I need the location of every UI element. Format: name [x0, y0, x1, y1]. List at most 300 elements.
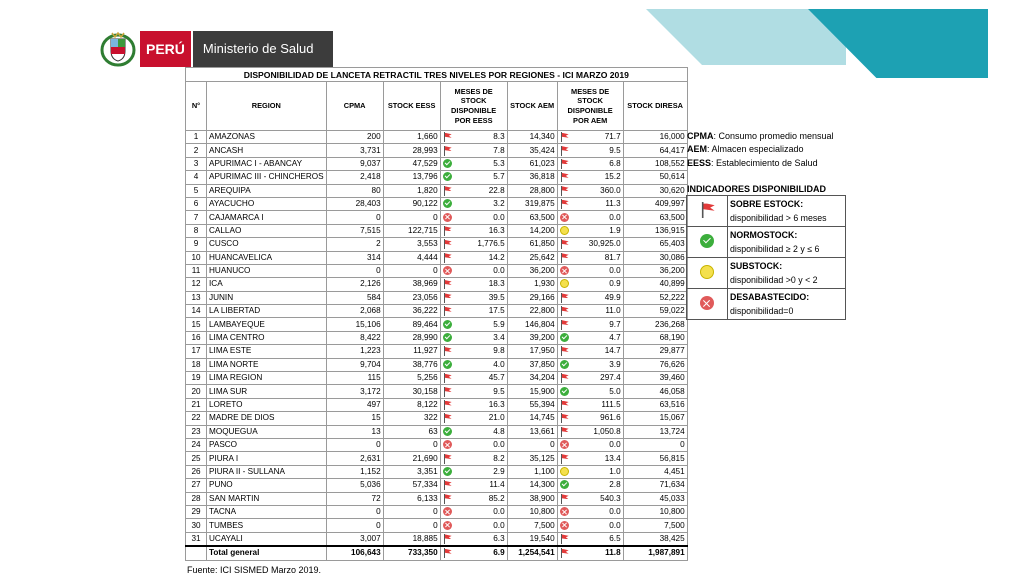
- check-circle-icon: [443, 172, 452, 181]
- months-aem-cell: [557, 318, 623, 331]
- months-aem-cell: [557, 546, 623, 560]
- months-eess-value: 21.0: [488, 413, 505, 423]
- region-name: AYACUCHO: [207, 197, 327, 210]
- months-aem-value: 1.9: [609, 225, 621, 235]
- row-number: 12: [186, 278, 207, 291]
- stock-eess-value: 28,990: [383, 331, 440, 344]
- months-aem-cell: [557, 398, 623, 411]
- months-eess-value: 0.0: [493, 440, 505, 450]
- months-eess-cell: [440, 291, 507, 304]
- ministry-label: Ministerio de Salud: [193, 31, 333, 67]
- stock-diresa-value: 46,058: [623, 385, 687, 398]
- yellow-circle-icon: [560, 467, 569, 476]
- legend-definitions: [687, 130, 834, 196]
- indicator-row: [687, 258, 846, 289]
- months-aem-value: 297.4: [600, 373, 621, 383]
- flag-icon: [443, 186, 452, 196]
- cpma-value: 0: [326, 264, 383, 277]
- stock-eess-value: 3,553: [383, 238, 440, 251]
- months-eess-value: 2.9: [493, 466, 505, 476]
- months-aem-value: 13.4: [604, 453, 621, 463]
- stock-aem-value: 13,661: [507, 425, 557, 438]
- months-aem-value: 540.3: [600, 493, 621, 503]
- cpma-value: 2,068: [326, 305, 383, 318]
- stock-aem-value: 63,500: [507, 211, 557, 224]
- cpma-value: 0: [326, 211, 383, 224]
- months-eess-cell: [440, 425, 507, 438]
- stock-eess-value: 90,122: [383, 197, 440, 210]
- flag-icon: [560, 132, 569, 142]
- header-decoration-light: [646, 9, 846, 65]
- region-name: LAMBAYEQUE: [207, 318, 327, 331]
- cpma-value: 15,106: [326, 318, 383, 331]
- x-circle-icon: [443, 521, 452, 530]
- flag-icon: [560, 427, 569, 437]
- months-eess-value: 17.5: [488, 306, 505, 316]
- months-aem-value: 49.9: [604, 292, 621, 302]
- check-circle-icon: [443, 333, 452, 342]
- cpma-value: 28,403: [326, 197, 383, 210]
- x-circle-icon: [560, 213, 569, 222]
- flag-icon: [700, 202, 714, 218]
- check-circle-icon: [443, 199, 452, 208]
- stock-eess-value: 0: [383, 264, 440, 277]
- check-circle-icon: [560, 387, 569, 396]
- months-eess-value: 5.9: [493, 319, 505, 329]
- region-name: PUNO: [207, 479, 327, 492]
- stock-aem-value: 319,875: [507, 197, 557, 210]
- months-aem-cell: [557, 479, 623, 492]
- stock-diresa-value: 63,516: [623, 398, 687, 411]
- row-number: 23: [186, 425, 207, 438]
- row-number: 28: [186, 492, 207, 505]
- table-row: [186, 197, 688, 210]
- row-number: 9: [186, 238, 207, 251]
- stock-eess-value: 0: [383, 438, 440, 451]
- stock-aem-value: 39,200: [507, 331, 557, 344]
- months-eess-value: 6.9: [493, 548, 505, 558]
- months-aem-value: 11.3: [605, 199, 621, 209]
- region-name: PIURA II - SULLANA: [207, 465, 327, 478]
- months-aem-cell: [557, 157, 623, 170]
- months-aem-cell: [557, 385, 623, 398]
- stock-diresa-value: 236,268: [623, 318, 687, 331]
- flag-icon: [560, 239, 569, 249]
- legend-def-eess: EESS: Establecimiento de Salud: [687, 157, 818, 168]
- indicator-label: DESABASTECIDO:: [730, 292, 810, 302]
- x-circle-icon: [560, 266, 569, 275]
- months-eess-value: 3.4: [493, 333, 505, 343]
- indicators-title: INDICADORES DISPONIBILIDAD: [687, 184, 827, 195]
- months-aem-value: 2.8: [609, 480, 621, 490]
- table-row: [186, 465, 688, 478]
- stock-eess-value: 1,820: [383, 184, 440, 197]
- indicator-description: disponibilidad >0 y < 2: [730, 275, 818, 285]
- stock-eess-value: 3,351: [383, 465, 440, 478]
- stock-eess-value: 0: [383, 519, 440, 532]
- stock-aem-value: 35,125: [507, 452, 557, 465]
- months-eess-value: 4.0: [493, 359, 505, 369]
- region-name: CUSCO: [207, 238, 327, 251]
- ministry-logo: [100, 30, 333, 68]
- indicator-text: [728, 196, 846, 227]
- table-row: [186, 264, 688, 277]
- flag-icon: [443, 346, 452, 356]
- x-circle-icon: [560, 440, 569, 449]
- stock-aem-value: 38,900: [507, 492, 557, 505]
- months-aem-cell: [557, 452, 623, 465]
- column-header: MESES DE STOCK DISPONIBLE POR AEM: [557, 82, 623, 131]
- months-eess-cell: [440, 211, 507, 224]
- table-row: [186, 184, 688, 197]
- check-circle-icon: [560, 480, 569, 489]
- stock-diresa-value: 10,800: [623, 505, 687, 518]
- indicator-row: [687, 196, 846, 227]
- stock-eess-value: 38,776: [383, 358, 440, 371]
- months-eess-value: 16.3: [488, 400, 505, 409]
- cpma-value: 1,223: [326, 345, 383, 358]
- stock-aem-value: 1,100: [507, 465, 557, 478]
- row-number: 26: [186, 465, 207, 478]
- months-eess-value: 1,776.5: [477, 239, 505, 249]
- months-aem-cell: [557, 238, 623, 251]
- column-header: N°: [186, 82, 207, 131]
- table-row: [186, 532, 688, 546]
- table-title: DISPONIBILIDAD DE LANCETA RETRACTIL TRES NIVELES POR REGIONES - ICI MARZO 2019: [186, 68, 688, 82]
- column-header: MESES DE STOCK DISPONIBLE POR EESS: [440, 82, 507, 131]
- row-number: 20: [186, 385, 207, 398]
- flag-icon: [443, 226, 452, 236]
- table-row: [186, 278, 688, 291]
- months-eess-value: 6.3: [493, 533, 505, 543]
- table-row: [186, 157, 688, 170]
- months-aem-cell: [557, 505, 623, 518]
- table-row: [186, 479, 688, 492]
- stock-eess-value: 89,464: [383, 318, 440, 331]
- months-eess-value: 39.5: [488, 292, 505, 302]
- months-aem-cell: [557, 171, 623, 184]
- months-eess-value: 85.2: [488, 493, 505, 503]
- flag-icon: [560, 346, 569, 356]
- flag-icon: [560, 159, 569, 169]
- stock-aem-value: 36,200: [507, 264, 557, 277]
- months-aem-cell: [557, 465, 623, 478]
- row-number: 14: [186, 305, 207, 318]
- months-eess-cell: [440, 546, 507, 560]
- legend-def-cpma: CPMA: Consumo promedio mensual: [687, 131, 834, 141]
- months-eess-value: 9.5: [493, 386, 505, 396]
- months-eess-value: 0.0: [493, 520, 505, 530]
- stock-eess-value: 322: [383, 412, 440, 425]
- months-aem-cell: [557, 251, 623, 264]
- flag-icon: [443, 306, 452, 316]
- months-eess-cell: [440, 197, 507, 210]
- months-eess-value: 8.3: [493, 132, 505, 142]
- row-number: 11: [186, 264, 207, 277]
- months-eess-cell: [440, 144, 507, 157]
- stock-eess-value: 8,122: [383, 398, 440, 411]
- stock-diresa-value: 7,500: [623, 519, 687, 532]
- row-number: 1: [186, 131, 207, 144]
- stock-eess-value: 47,529: [383, 157, 440, 170]
- stock-diresa-value: 50,614: [623, 171, 687, 184]
- region-name: CALLAO: [207, 224, 327, 237]
- yellow-circle-icon: [560, 226, 569, 235]
- availability-table: [185, 67, 688, 561]
- cpma-value: 2,631: [326, 452, 383, 465]
- indicator-row: [687, 289, 846, 320]
- months-aem-value: 0.0: [609, 520, 621, 530]
- region-name: SAN MARTIN: [207, 492, 327, 505]
- indicator-text: [728, 258, 846, 289]
- check-circle-icon: [443, 467, 452, 476]
- flag-icon: [443, 548, 452, 558]
- flag-icon: [560, 400, 569, 410]
- table-row: [186, 171, 688, 184]
- stock-aem-value: 1,254,541: [507, 546, 557, 560]
- months-aem-value: 111.5: [601, 400, 621, 409]
- cpma-value: 8,422: [326, 331, 383, 344]
- table-row: [186, 519, 688, 532]
- months-aem-value: 6.8: [609, 158, 621, 168]
- region-name: TACNA: [207, 505, 327, 518]
- months-eess-cell: [440, 438, 507, 451]
- months-aem-cell: [557, 372, 623, 385]
- x-circle-icon: [443, 213, 452, 222]
- months-eess-value: 14.2: [488, 252, 505, 262]
- flag-icon: [560, 534, 569, 544]
- table-row: [186, 425, 688, 438]
- indicator-label: SUBSTOCK:: [730, 261, 783, 271]
- stock-aem-value: 35,424: [507, 144, 557, 157]
- stock-diresa-value: 68,190: [623, 331, 687, 344]
- stock-aem-value: 37,850: [507, 358, 557, 371]
- stock-eess-value: 11,927: [383, 345, 440, 358]
- stock-diresa-value: 4,451: [623, 465, 687, 478]
- months-eess-cell: [440, 345, 507, 358]
- stock-diresa-value: 59,022: [623, 305, 687, 318]
- months-aem-value: 9.7: [609, 319, 621, 329]
- row-number: 30: [186, 519, 207, 532]
- cpma-value: 0: [326, 505, 383, 518]
- table-row: [186, 358, 688, 371]
- cpma-value: 584: [326, 291, 383, 304]
- row-number: 8: [186, 224, 207, 237]
- cpma-value: 15: [326, 412, 383, 425]
- table-row: [186, 144, 688, 157]
- column-header: STOCK EESS: [383, 82, 440, 131]
- flag-icon: [560, 172, 569, 182]
- months-aem-value: 360.0: [600, 185, 621, 195]
- months-aem-cell: [557, 291, 623, 304]
- table-row: [186, 438, 688, 451]
- months-aem-value: 1.0: [609, 466, 621, 476]
- months-eess-cell: [440, 519, 507, 532]
- cpma-value: 9,704: [326, 358, 383, 371]
- flag-icon: [443, 387, 452, 397]
- region-name: LIMA REGION: [207, 372, 327, 385]
- x-circle-icon: [700, 296, 714, 310]
- cpma-value: 13: [326, 425, 383, 438]
- region-name: JUNIN: [207, 291, 327, 304]
- months-aem-value: 14.7: [604, 346, 621, 356]
- stock-diresa-value: 0: [623, 438, 687, 451]
- row-number: 27: [186, 479, 207, 492]
- check-circle-icon: [443, 159, 452, 168]
- check-circle-icon: [443, 427, 452, 436]
- months-eess-cell: [440, 465, 507, 478]
- months-eess-cell: [440, 532, 507, 546]
- flag-icon: [443, 413, 452, 423]
- row-number: 17: [186, 345, 207, 358]
- months-aem-value: 5.0: [609, 386, 621, 396]
- months-eess-value: 0.0: [493, 212, 505, 222]
- x-circle-icon: [443, 266, 452, 275]
- months-aem-cell: [557, 184, 623, 197]
- flag-icon: [560, 548, 569, 558]
- stock-aem-value: 36,818: [507, 171, 557, 184]
- months-aem-cell: [557, 305, 623, 318]
- table-row: [186, 412, 688, 425]
- months-eess-value: 5.3: [493, 158, 505, 168]
- stock-diresa-value: 76,626: [623, 358, 687, 371]
- months-aem-value: 30,925.0: [588, 239, 621, 249]
- months-aem-cell: [557, 412, 623, 425]
- months-aem-value: 11.0: [605, 306, 621, 316]
- table-row: [186, 331, 688, 344]
- stock-diresa-value: 136,915: [623, 224, 687, 237]
- flag-icon: [560, 373, 569, 383]
- stock-aem-value: 34,204: [507, 372, 557, 385]
- stock-diresa-value: 30,620: [623, 184, 687, 197]
- stock-aem-value: 14,340: [507, 131, 557, 144]
- months-aem-value: 0.0: [609, 266, 621, 276]
- table-row: [186, 385, 688, 398]
- months-eess-cell: [440, 331, 507, 344]
- table-row: [186, 372, 688, 385]
- months-aem-value: 9.5: [609, 145, 621, 155]
- cpma-value: 0: [326, 519, 383, 532]
- country-label: PERÚ: [140, 31, 193, 67]
- indicator-text: [728, 289, 846, 320]
- flag-icon: [443, 400, 452, 410]
- flag-icon: [560, 253, 569, 263]
- table-row: [186, 131, 688, 144]
- cpma-value: 3,731: [326, 144, 383, 157]
- stock-diresa-value: 108,552: [623, 157, 687, 170]
- row-number: 21: [186, 398, 207, 411]
- stock-eess-value: 13,796: [383, 171, 440, 184]
- stock-eess-value: 0: [383, 211, 440, 224]
- table-row: [186, 345, 688, 358]
- stock-eess-value: 21,690: [383, 452, 440, 465]
- total-row: [186, 546, 688, 560]
- flag-icon: [560, 320, 569, 330]
- stock-eess-value: 5,256: [383, 372, 440, 385]
- months-eess-value: 18.3: [488, 279, 505, 289]
- stock-diresa-value: 29,877: [623, 345, 687, 358]
- stock-aem-value: 0: [507, 438, 557, 451]
- months-aem-cell: [557, 197, 623, 210]
- region-name: LIMA CENTRO: [207, 331, 327, 344]
- stock-eess-value: 1,660: [383, 131, 440, 144]
- region-name: PASCO: [207, 438, 327, 451]
- check-circle-icon: [560, 360, 569, 369]
- months-eess-cell: [440, 157, 507, 170]
- stock-diresa-value: 38,425: [623, 532, 687, 546]
- months-aem-cell: [557, 224, 623, 237]
- cpma-value: 2,126: [326, 278, 383, 291]
- region-name: ANCASH: [207, 144, 327, 157]
- cpma-value: 115: [326, 372, 383, 385]
- cpma-value: 0: [326, 438, 383, 451]
- indicator-icon-cell: [687, 227, 728, 258]
- stock-eess-value: 4,444: [383, 251, 440, 264]
- cpma-value: 72: [326, 492, 383, 505]
- row-number: 10: [186, 251, 207, 264]
- months-eess-cell: [440, 358, 507, 371]
- column-header: CPMA: [326, 82, 383, 131]
- months-eess-value: 16.3: [488, 225, 505, 235]
- stock-diresa-value: 36,200: [623, 264, 687, 277]
- region-name: MADRE DE DIOS: [207, 412, 327, 425]
- flag-icon: [443, 132, 452, 142]
- months-aem-value: 0.9: [609, 279, 621, 289]
- months-aem-cell: [557, 358, 623, 371]
- stock-diresa-value: 52,222: [623, 291, 687, 304]
- stock-aem-value: 19,540: [507, 532, 557, 546]
- months-eess-value: 0.0: [493, 266, 505, 276]
- stock-aem-value: 61,023: [507, 157, 557, 170]
- months-aem-cell: [557, 345, 623, 358]
- stock-aem-value: 7,500: [507, 519, 557, 532]
- region-name: UCAYALI: [207, 532, 327, 546]
- row-number: 18: [186, 358, 207, 371]
- table-row: [186, 452, 688, 465]
- stock-diresa-value: 1,987,891: [623, 546, 687, 560]
- column-header: REGION: [207, 82, 327, 131]
- stock-eess-value: 23,056: [383, 291, 440, 304]
- check-circle-icon: [560, 333, 569, 342]
- flag-icon: [443, 494, 452, 504]
- months-aem-value: 81.7: [604, 252, 621, 262]
- months-eess-cell: [440, 305, 507, 318]
- check-circle-icon: [700, 234, 714, 248]
- row-number: [186, 546, 207, 560]
- stock-aem-value: 29,166: [507, 291, 557, 304]
- flag-icon: [443, 454, 452, 464]
- months-aem-cell: [557, 438, 623, 451]
- row-number: 2: [186, 144, 207, 157]
- flag-icon: [560, 494, 569, 504]
- stock-aem-value: 14,300: [507, 479, 557, 492]
- months-eess-cell: [440, 238, 507, 251]
- cpma-value: 5,036: [326, 479, 383, 492]
- stock-diresa-value: 56,815: [623, 452, 687, 465]
- indicator-label: SOBRE ESTOCK:: [730, 199, 804, 209]
- row-number: 7: [186, 211, 207, 224]
- stock-aem-value: 15,900: [507, 385, 557, 398]
- stock-diresa-value: 63,500: [623, 211, 687, 224]
- flag-icon: [560, 199, 569, 209]
- table-row: [186, 211, 688, 224]
- months-eess-cell: [440, 131, 507, 144]
- stock-diresa-value: 16,000: [623, 131, 687, 144]
- stock-eess-value: 6,133: [383, 492, 440, 505]
- table-row: [186, 251, 688, 264]
- indicator-description: disponibilidad > 6 meses: [730, 213, 827, 223]
- row-number: 13: [186, 291, 207, 304]
